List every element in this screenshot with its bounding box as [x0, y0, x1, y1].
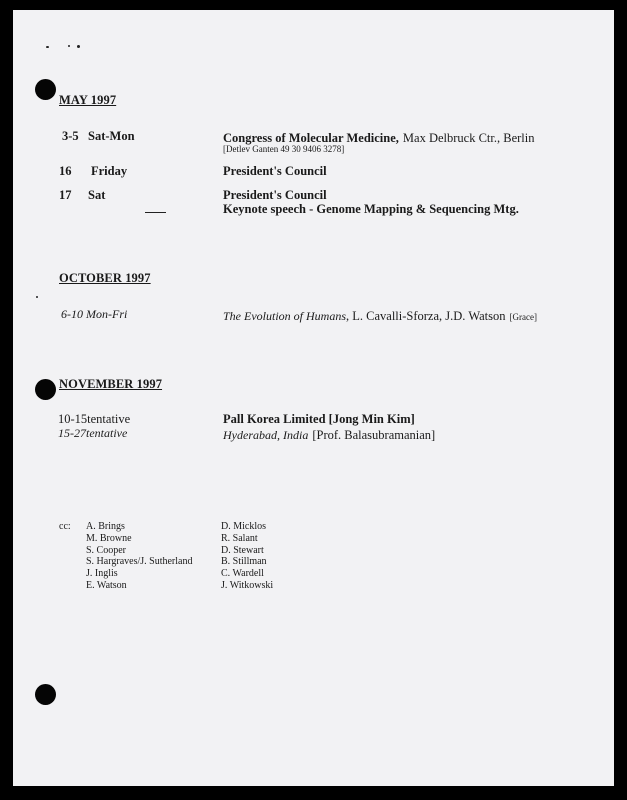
event-title: The Evolution of Humans: [223, 309, 346, 323]
binder-hole-bottom: [35, 684, 56, 705]
entry-day: Friday: [91, 164, 128, 178]
cc-recipient: M. Browne: [86, 532, 132, 544]
cc-recipient: D. Stewart: [221, 544, 264, 556]
cc-recipient: S. Cooper: [86, 544, 126, 556]
event-contact: [Detlev Ganten 49 30 9406 3278]: [223, 144, 345, 154]
speck-mark: [68, 45, 70, 47]
entry-dates: 6-10 Mon-Fri: [61, 307, 128, 321]
section-heading-may: MAY 1997: [59, 93, 117, 107]
entry-day: Sat-Mon: [88, 129, 135, 143]
event-title: Pall Korea Limited [Jong Min Kim]: [223, 412, 415, 426]
cc-label: cc:: [59, 521, 71, 532]
cc-recipient: J. Inglis: [86, 568, 118, 580]
event-title: President's Council: [223, 188, 327, 202]
section-heading-october: OCTOBER 1997: [59, 271, 151, 285]
entry-date: 17: [59, 188, 72, 202]
cc-recipient: C. Wardell: [221, 568, 264, 580]
entry-date: 3-5: [62, 129, 79, 143]
cc-recipient: B. Stillman: [221, 556, 267, 568]
event-detail: Keynote speech - Genome Mapping & Sequencing Mtg.: [223, 202, 519, 216]
binder-hole-top: [35, 79, 56, 100]
entry-dates: 15-27tentative: [58, 426, 128, 440]
cc-column-1: [86, 521, 192, 592]
cc-recipient: E. Watson: [86, 579, 127, 591]
cc-recipient: D. Micklos: [221, 521, 266, 532]
binder-hole-middle: [35, 379, 56, 400]
entry-date: 16: [59, 164, 72, 178]
section-heading-november: NOVEMBER 1997: [59, 377, 163, 391]
divider-line: [145, 212, 166, 213]
speck-mark: [46, 46, 49, 48]
entry-day: Sat: [88, 188, 106, 202]
cc-recipient: A. Brings: [86, 521, 125, 532]
cc-column-2: [221, 521, 273, 592]
cc-recipient: S. Hargraves/J. Sutherland: [86, 556, 193, 568]
entry-dates: 10-15tentative: [58, 412, 131, 426]
entry-event: [223, 426, 435, 444]
cc-recipient: J. Witkowski: [221, 579, 274, 591]
event-note: [Grace]: [509, 312, 537, 322]
event-title: President's Council: [223, 164, 327, 178]
document-page: [13, 10, 614, 786]
cc-recipient: R. Salant: [221, 532, 258, 544]
event-location: Max Delbruck Ctr., Berlin: [402, 131, 535, 145]
event-location: Hyderabad, India: [223, 428, 309, 442]
event-title: Congress of Molecular Medicine,: [223, 131, 399, 145]
speck-mark: [77, 45, 80, 48]
event-contact: [Prof. Balasubramanian]: [312, 428, 436, 442]
entry-event: [223, 307, 537, 325]
event-participants: , L. Cavalli-Sforza, J.D. Watson: [346, 309, 506, 323]
speck-mark: [36, 296, 38, 298]
